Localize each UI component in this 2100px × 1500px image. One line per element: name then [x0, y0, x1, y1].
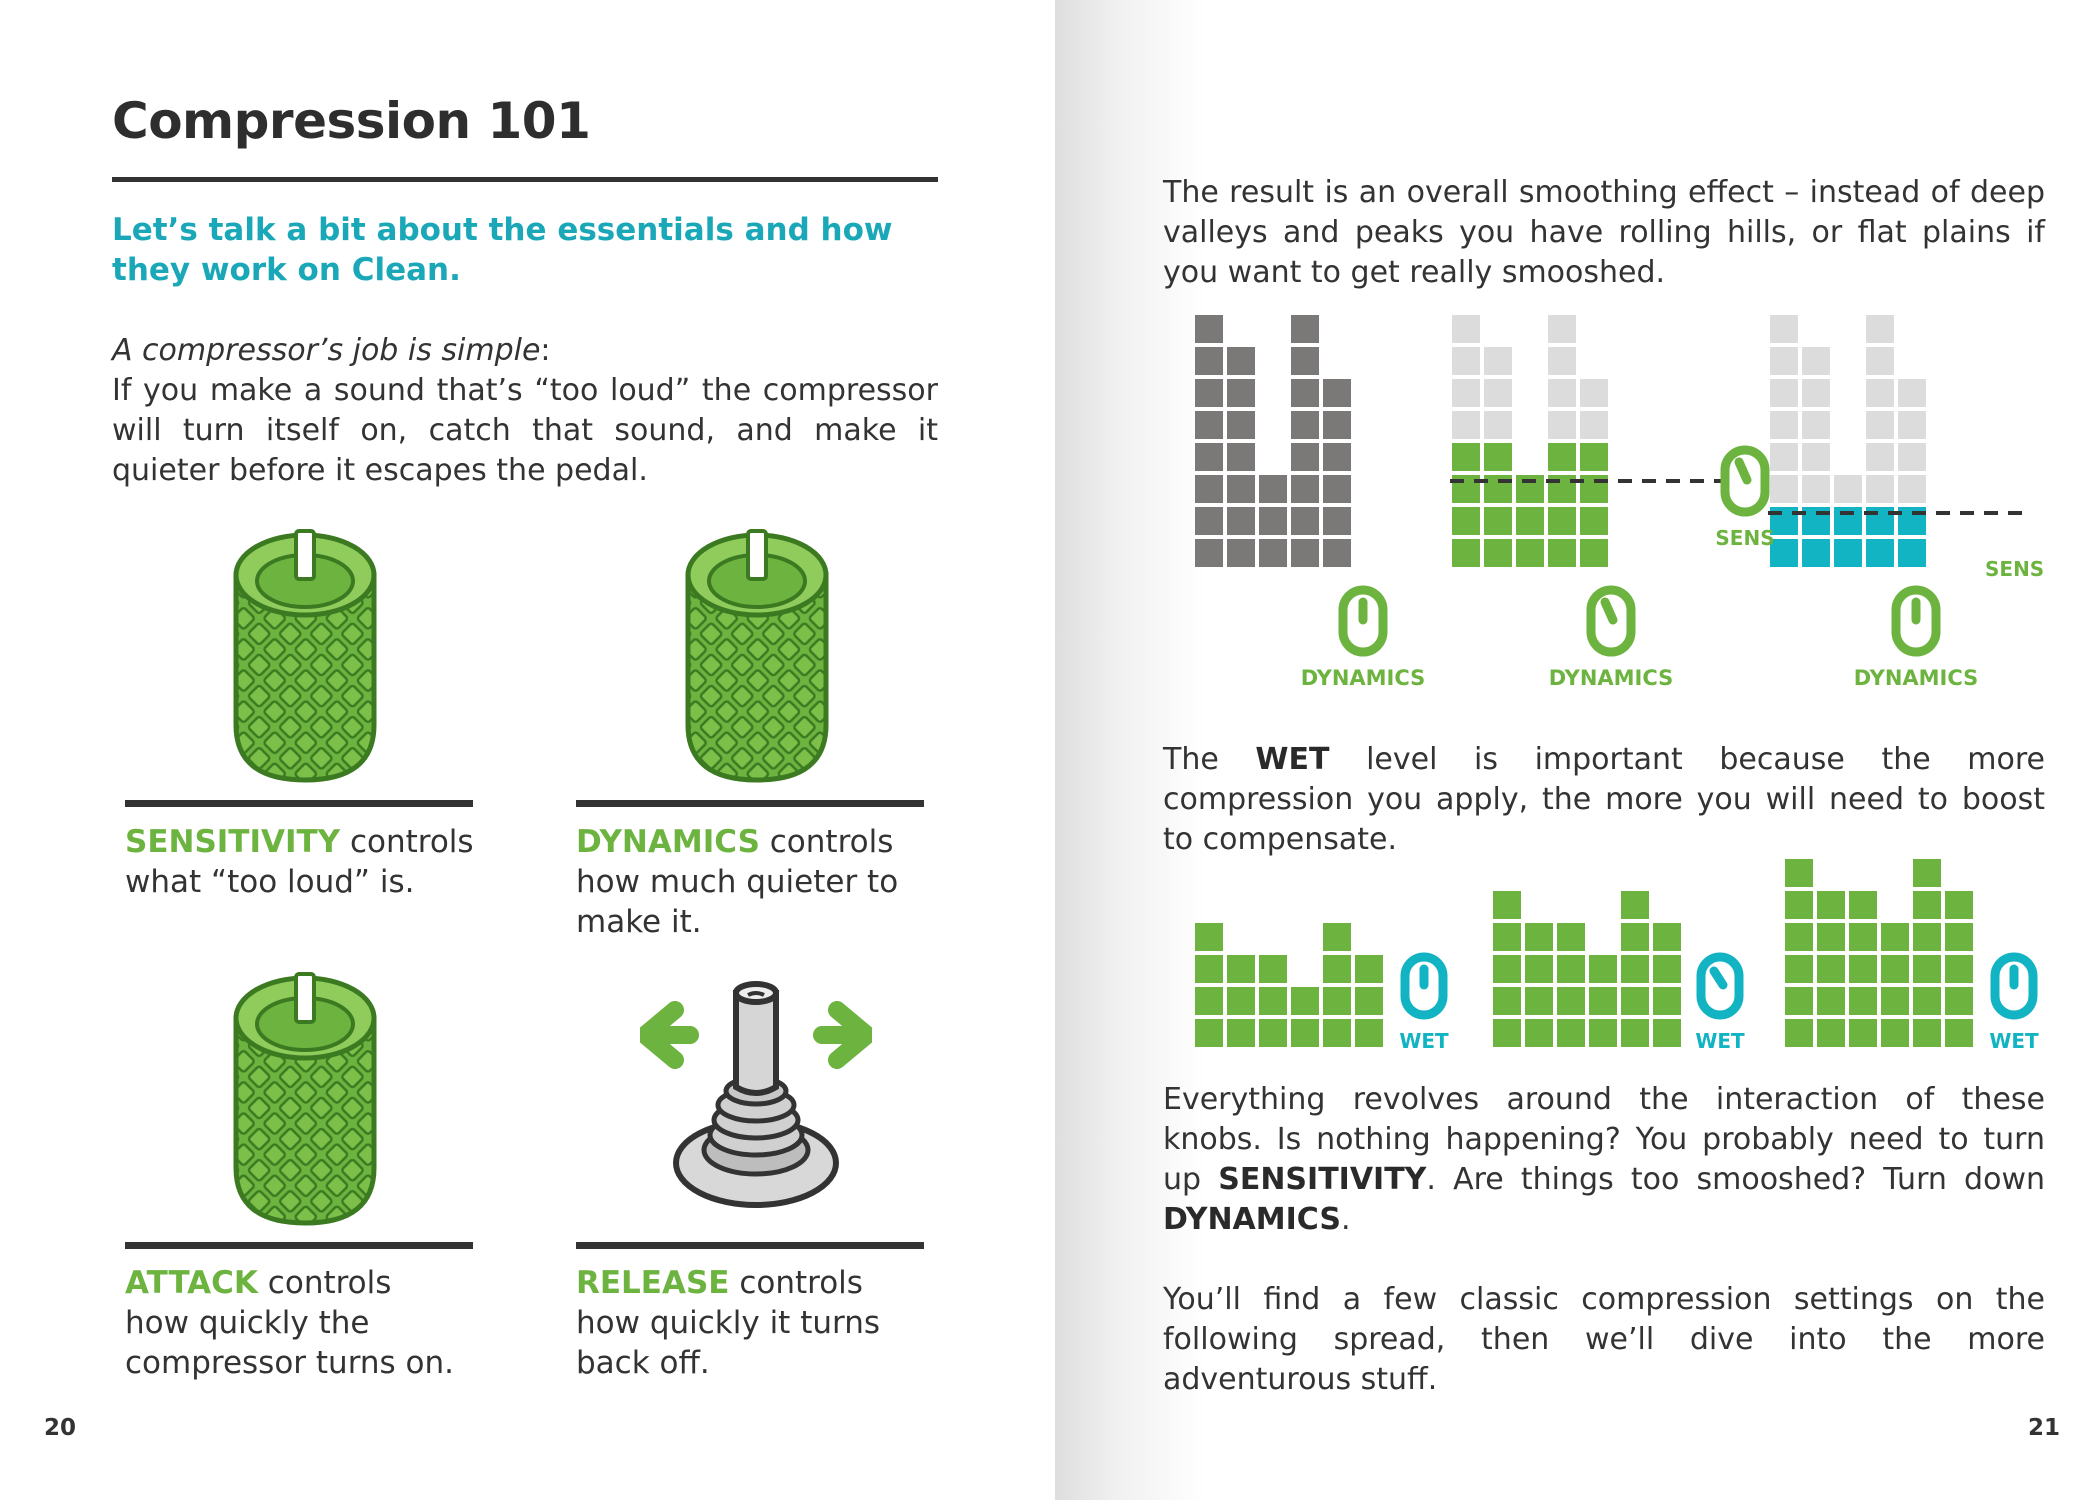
- bar-block: [1802, 411, 1830, 439]
- bar-block: [1548, 539, 1576, 567]
- page-number-right: 21: [2027, 1415, 2060, 1441]
- bar-block: [1866, 347, 1894, 375]
- bar-block: [1548, 379, 1576, 407]
- bar-block: [1770, 379, 1798, 407]
- interaction-paragraph: [1163, 1080, 2045, 1240]
- bar-block: [1291, 379, 1319, 407]
- bar-block: [1898, 379, 1926, 407]
- wet-block: [1881, 955, 1909, 983]
- closing-paragraph: You’ll find a few classic compression settings on the following spread, then we’ll dive into the more adventurous stuff.: [1163, 1282, 2045, 1397]
- wet-block: [1913, 987, 1941, 1015]
- bar-block: [1323, 539, 1351, 567]
- bar-block: [1259, 475, 1287, 503]
- wet-block: [1913, 923, 1941, 951]
- bar-block: [1227, 347, 1255, 375]
- wet-block: [1259, 955, 1287, 983]
- wet-block: [1227, 1019, 1255, 1047]
- wet-block: [1849, 1019, 1877, 1047]
- wet-block: [1291, 1019, 1319, 1047]
- bar-block: [1291, 539, 1319, 567]
- bar-block: [1291, 475, 1319, 503]
- wet-block: [1355, 1019, 1383, 1047]
- release-switch-icon: [640, 975, 872, 1225]
- wet-block: [1785, 859, 1813, 887]
- wet-block: [1913, 891, 1941, 919]
- wet-block: [1945, 987, 1973, 1015]
- bar-block: [1580, 507, 1608, 535]
- bar-block: [1323, 411, 1351, 439]
- bar-block: [1834, 475, 1862, 503]
- bar-block: [1227, 379, 1255, 407]
- wet-block: [1195, 1019, 1223, 1047]
- caption-term: RELEASE: [576, 1265, 730, 1301]
- bar-block: [1516, 539, 1544, 567]
- wet-block: [1525, 923, 1553, 951]
- bar-block: [1580, 379, 1608, 407]
- wet-block: [1817, 923, 1845, 951]
- caption-sensitivity: [125, 822, 485, 902]
- wet-block: [1557, 955, 1585, 983]
- wet-block: [1785, 891, 1813, 919]
- bar-block: [1770, 411, 1798, 439]
- wet-label-2: WET: [1695, 1029, 1745, 1053]
- bar-block: [1866, 539, 1894, 567]
- wet-block: [1621, 891, 1649, 919]
- bar-block: [1452, 347, 1480, 375]
- bar-block: [1452, 507, 1480, 535]
- wet-block: [1945, 923, 1973, 951]
- bar-block: [1866, 411, 1894, 439]
- bar-block: [1770, 315, 1798, 343]
- wet-block: [1785, 1019, 1813, 1047]
- wet-block: [1621, 987, 1649, 1015]
- wet-block: [1227, 955, 1255, 983]
- bar-block: [1195, 315, 1223, 343]
- wet-bars-1: [1195, 923, 1383, 1047]
- bar-block: [1802, 443, 1830, 471]
- wet-paragraph: [1163, 740, 2045, 860]
- dynamics-knob-icon-1: [1343, 590, 1383, 652]
- bar-block: [1259, 539, 1287, 567]
- dynamics-knob-icon-3: [1896, 590, 1936, 652]
- wet-knob-icon-1: [1405, 957, 1443, 1015]
- bar-block: [1802, 475, 1830, 503]
- wet-block: [1817, 891, 1845, 919]
- bar-block: [1484, 443, 1512, 471]
- caption-verb: controls: [340, 824, 474, 860]
- attack-knob-icon: [228, 968, 382, 1228]
- bar-block: [1452, 315, 1480, 343]
- bar-block: [1323, 475, 1351, 503]
- caption-rest: how much quieter to make it.: [576, 864, 899, 940]
- dynamics-label-3: DYNAMICS: [1853, 666, 1979, 690]
- caption-verb: controls: [729, 1265, 863, 1301]
- bar-block: [1323, 443, 1351, 471]
- lead-italic: A compressor’s job is simple: [112, 333, 541, 368]
- wet-block: [1227, 987, 1255, 1015]
- wet-block: [1525, 955, 1553, 983]
- bar-block: [1866, 475, 1894, 503]
- caption-rule-sensitivity: [125, 800, 473, 807]
- bar-block: [1898, 475, 1926, 503]
- bar-block: [1866, 315, 1894, 343]
- bar-block: [1802, 379, 1830, 407]
- bar-block: [1227, 475, 1255, 503]
- bar-block: [1580, 443, 1608, 471]
- bar-block: [1770, 347, 1798, 375]
- lead-colon: :: [540, 333, 551, 368]
- wet-block: [1195, 923, 1223, 951]
- smoothing-paragraph: The result is an overall smoothing effect – instead of deep valleys and peaks you have rolling hills, or flat plains if you want to get really smooshed.: [1163, 175, 2045, 290]
- wet-block: [1589, 955, 1617, 983]
- bar-block: [1452, 411, 1480, 439]
- bar-block: [1580, 539, 1608, 567]
- bar-block: [1802, 539, 1830, 567]
- bar-block: [1898, 411, 1926, 439]
- wet-block: [1653, 923, 1681, 951]
- bar-block: [1484, 411, 1512, 439]
- wet-label-3: WET: [1989, 1029, 2039, 1053]
- wet-block: [1195, 987, 1223, 1015]
- wet-block: [1621, 923, 1649, 951]
- wet-block: [1785, 923, 1813, 951]
- bar-block: [1227, 539, 1255, 567]
- sens-label-1: SENS: [1715, 526, 1775, 550]
- wet-bars-2: [1493, 891, 1681, 1047]
- lead-body: If you make a sound that’s “too loud” the compressor will turn itself on, catch that sound, and make it quieter before it escapes the pedal.: [112, 373, 938, 488]
- right-page: [1055, 0, 2100, 1500]
- bar-block: [1548, 411, 1576, 439]
- caption-rule-release: [576, 1242, 924, 1249]
- wet-block: [1913, 955, 1941, 983]
- wet-block: [1589, 987, 1617, 1015]
- bar-block: [1898, 539, 1926, 567]
- wet-block: [1525, 987, 1553, 1015]
- wet-block: [1493, 923, 1521, 951]
- wet-block: [1493, 955, 1521, 983]
- bar-block: [1516, 507, 1544, 535]
- wet-block: [1621, 955, 1649, 983]
- bar-block: [1291, 347, 1319, 375]
- dynamics-knob-icon: [680, 525, 834, 785]
- bar-block: [1323, 379, 1351, 407]
- interaction-a: Everything revolves around the interaction of these knobs. Is nothing happening? You probably need to turn up: [1163, 1082, 2045, 1197]
- wet-block: [1493, 1019, 1521, 1047]
- wet-block: [1493, 891, 1521, 919]
- bar-block: [1770, 443, 1798, 471]
- bar-block: [1227, 411, 1255, 439]
- wet-block: [1817, 1019, 1845, 1047]
- caption-verb: controls: [759, 824, 894, 860]
- interaction-sensitivity: SENSITIVITY: [1218, 1162, 1427, 1197]
- wet-block: [1785, 955, 1813, 983]
- wet-block: [1849, 923, 1877, 951]
- sens-label-2: SENS: [1985, 557, 2045, 581]
- bar-block: [1195, 443, 1223, 471]
- caption-rest: what “too loud” is.: [125, 864, 415, 900]
- wet-block: [1817, 955, 1845, 983]
- caption-release: [576, 1263, 936, 1383]
- wet-block: [1259, 987, 1287, 1015]
- bar-block: [1259, 507, 1287, 535]
- wet-block: [1653, 955, 1681, 983]
- bar-block: [1195, 411, 1223, 439]
- wet-block: [1557, 1019, 1585, 1047]
- wet-block: [1881, 1019, 1909, 1047]
- wet-knob-icon-3: [1995, 957, 2033, 1015]
- wet-diagram: [1195, 855, 2075, 1055]
- wet-block: [1323, 923, 1351, 951]
- uncompressed-bars: [1195, 315, 1351, 567]
- wet-block: [1881, 923, 1909, 951]
- wet-block: [1913, 859, 1941, 887]
- wet-knob-icon-2: [1701, 957, 1739, 1015]
- caption-rule-attack: [125, 1242, 473, 1249]
- sens-knob-icon-1: [1725, 450, 1765, 512]
- bar-block: [1195, 379, 1223, 407]
- wet-block: [1195, 955, 1223, 983]
- wet-block: [1653, 987, 1681, 1015]
- compressed-bars: [1452, 315, 1608, 567]
- wet-block: [1557, 923, 1585, 951]
- wet-block: [1355, 987, 1383, 1015]
- bar-block: [1770, 475, 1798, 503]
- bar-block: [1227, 507, 1255, 535]
- caption-dynamics: [576, 822, 916, 942]
- title-rule: [112, 177, 938, 182]
- bar-block: [1195, 507, 1223, 535]
- bar-block: [1195, 347, 1223, 375]
- bar-block: [1452, 443, 1480, 471]
- wet-pre: The: [1163, 742, 1256, 777]
- wet-block: [1291, 987, 1319, 1015]
- wet-block: [1881, 987, 1909, 1015]
- wet-block: [1785, 987, 1813, 1015]
- wet-block: [1849, 955, 1877, 983]
- intro-text: Let’s talk a bit about the essentials and how they work on Clean.: [112, 212, 893, 288]
- sensitivity-knob-icon: [228, 525, 382, 785]
- bar-block: [1484, 379, 1512, 407]
- bar-block: [1323, 507, 1351, 535]
- bar-block: [1291, 507, 1319, 535]
- bar-block: [1291, 411, 1319, 439]
- caption-term: ATTACK: [125, 1265, 258, 1301]
- wet-post: level is important because the more compression you apply, the more you will need to boost to compensate.: [1163, 742, 2045, 857]
- caption-rest: how quickly it turns back off.: [576, 1305, 880, 1381]
- interaction-c: . Are things too smooshed? Turn down: [1426, 1162, 2045, 1197]
- wet-bars-3: [1785, 859, 1973, 1047]
- wet-block: [1355, 955, 1383, 983]
- caption-term: SENSITIVITY: [125, 824, 341, 860]
- interaction-dynamics: DYNAMICS: [1163, 1202, 1341, 1237]
- page-number-left: 20: [44, 1415, 77, 1441]
- wet-block: [1589, 1019, 1617, 1047]
- compression-diagram: [1195, 315, 2025, 695]
- bar-block: [1452, 379, 1480, 407]
- bar-block: [1866, 379, 1894, 407]
- dynamics-label-2: DYNAMICS: [1548, 666, 1674, 690]
- bar-block: [1291, 315, 1319, 343]
- wet-block: [1525, 1019, 1553, 1047]
- caption-attack: [125, 1263, 505, 1383]
- wet-block: [1621, 1019, 1649, 1047]
- caption-rest: how quickly the compressor turns on.: [125, 1305, 455, 1381]
- wet-block: [1849, 987, 1877, 1015]
- caption-term: DYNAMICS: [576, 824, 760, 860]
- bar-block: [1898, 443, 1926, 471]
- wet-block: [1817, 987, 1845, 1015]
- wet-label-1: WET: [1399, 1029, 1449, 1053]
- wet-block: [1945, 891, 1973, 919]
- bar-block: [1548, 315, 1576, 343]
- bar-block: [1227, 443, 1255, 471]
- caption-verb: controls: [257, 1265, 392, 1301]
- bar-block: [1195, 539, 1223, 567]
- dynamics-label-1: DYNAMICS: [1300, 666, 1426, 690]
- lead-paragraph: [112, 331, 938, 491]
- page-title: Compression 101: [112, 92, 591, 150]
- bar-block: [1484, 507, 1512, 535]
- bar-block: [1802, 347, 1830, 375]
- wet-block: [1493, 987, 1521, 1015]
- bar-block: [1484, 539, 1512, 567]
- wet-bold: WET: [1255, 742, 1330, 777]
- wet-block: [1913, 1019, 1941, 1047]
- wet-block: [1557, 987, 1585, 1015]
- bar-block: [1452, 539, 1480, 567]
- interaction-e: .: [1340, 1202, 1351, 1237]
- wet-block: [1849, 891, 1877, 919]
- wet-block: [1323, 1019, 1351, 1047]
- bar-block: [1866, 443, 1894, 471]
- heavy-compressed-bars: [1770, 315, 1926, 567]
- caption-rule-dynamics: [576, 800, 924, 807]
- bar-block: [1580, 411, 1608, 439]
- wet-block: [1945, 955, 1973, 983]
- bar-block: [1834, 539, 1862, 567]
- bar-block: [1548, 443, 1576, 471]
- wet-block: [1259, 1019, 1287, 1047]
- bar-block: [1484, 347, 1512, 375]
- bar-block: [1291, 443, 1319, 471]
- bar-block: [1548, 507, 1576, 535]
- bar-block: [1195, 475, 1223, 503]
- wet-block: [1323, 987, 1351, 1015]
- bar-block: [1548, 347, 1576, 375]
- dynamics-knob-icon-2: [1591, 590, 1631, 652]
- wet-block: [1323, 955, 1351, 983]
- wet-block: [1945, 1019, 1973, 1047]
- wet-block: [1653, 1019, 1681, 1047]
